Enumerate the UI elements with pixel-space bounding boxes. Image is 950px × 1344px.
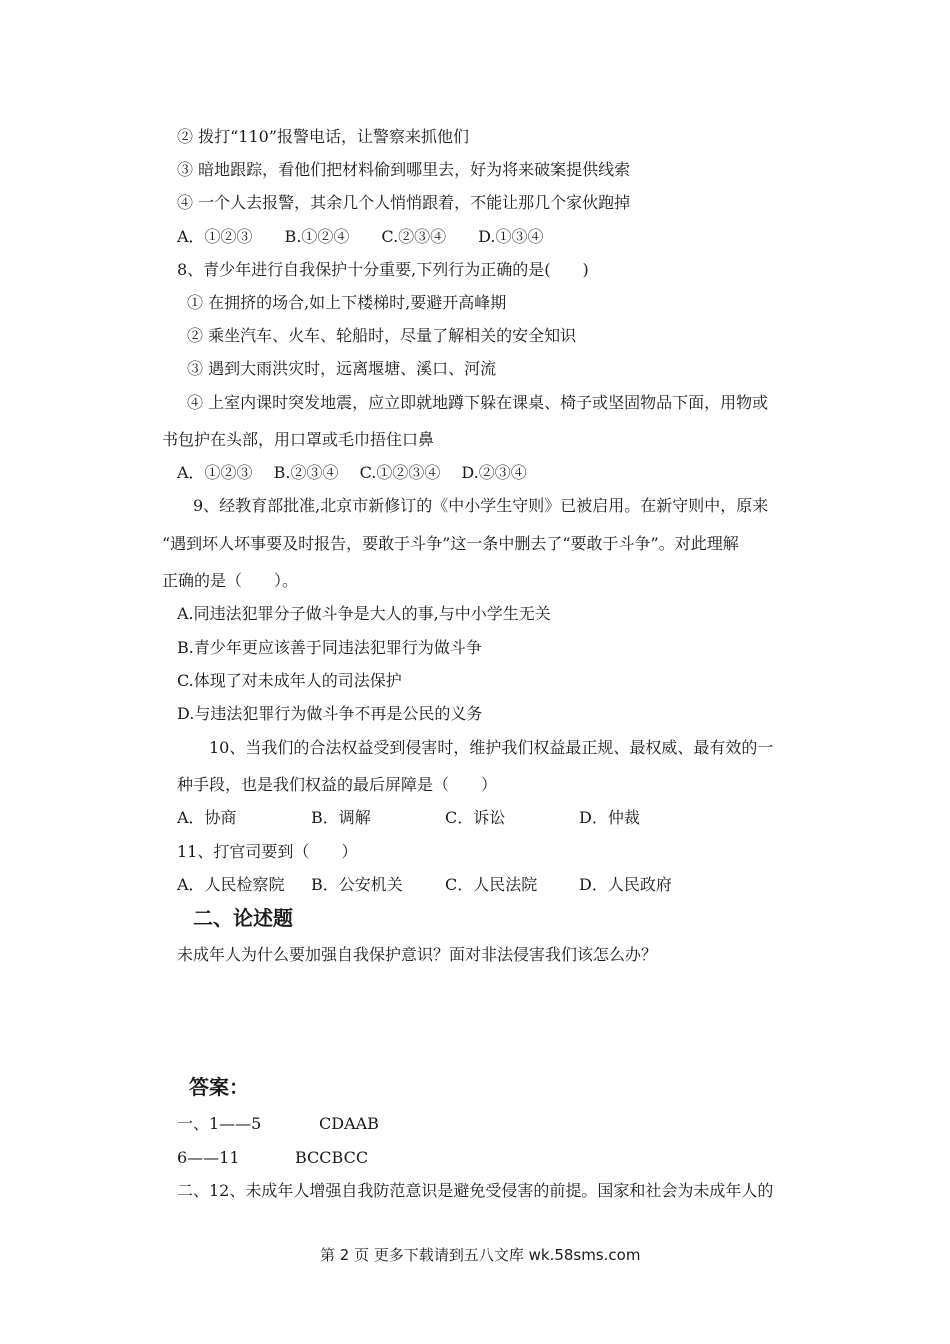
q7-choices: A．①②③ B.①②④ C.②③④ D.①③④ — [177, 227, 544, 246]
q8-option-2: ② 乘坐汽车、火车、轮船时，尽量了解相关的安全知识 — [187, 326, 577, 345]
section-2-heading: 二、论述题 — [193, 906, 293, 930]
q11-option-a: A．人民检察院 — [177, 875, 285, 894]
q10-option-b: B．调解 — [311, 808, 371, 827]
section-2-question: 未成年人为什么要加强自我保护意识？面对非法侵害我们该怎么办？ — [177, 945, 658, 964]
q8-option-1: ① 在拥挤的场合,如上下楼梯时,要避开高峰期 — [187, 293, 507, 312]
q9-option-d: D.与违法犯罪行为做斗争不再是公民的义务 — [177, 704, 483, 723]
q9-option-c: C.体现了对未成年人的司法保护 — [177, 671, 402, 690]
answers-row-2-value: BCCBCC — [295, 1148, 369, 1167]
q9-stem-line-2: “遇到坏人坏事要及时报告，要敢于斗争”这一条中删去了“要敢于斗争”。对此理解 — [162, 534, 739, 553]
q11-option-d: D．人民政府 — [579, 875, 672, 894]
q7-option-2: ② 拨打“110”报警电话，让警察来抓他们 — [177, 127, 469, 146]
answers-row-1-label: 一、1——5 — [177, 1114, 262, 1133]
q9-option-a: A.同违法犯罪分子做斗争是大人的事,与中小学生无关 — [177, 604, 551, 623]
q8-choices: A．①②③ B.②③④ C.①②③④ D.②③④ — [177, 463, 527, 482]
q10-stem-line-1: 10、当我们的合法权益受到侵害时，维护我们权益最正规、最权威、最有效的一 — [209, 738, 774, 757]
answers-row-2-label: 6——11 — [177, 1148, 240, 1167]
q9-stem-line-3: 正确的是（ ）。 — [162, 571, 299, 590]
q9-stem-line-1: 9、经教育部批准,北京市新修订的《中小学生守则》已被启用。在新守则中，原来 — [193, 496, 769, 515]
q8-option-3: ③ 遇到大雨洪灾时，远离堰塘、溪口、河流 — [187, 359, 497, 378]
q10-option-c: C．诉讼 — [445, 808, 506, 827]
q10-option-a: A．协商 — [177, 808, 237, 827]
q7-option-3: ③ 暗地跟踪，看他们把材料偷到哪里去，好为将来破案提供线索 — [177, 160, 631, 179]
answers-heading: 答案： — [189, 1075, 249, 1099]
q7-option-4: ④ 一个人去报警，其余几个人悄悄跟着，不能让那几个家伙跑掉 — [177, 193, 631, 212]
q8-stem: 8、青少年进行自我保护十分重要,下列行为正确的是( ) — [177, 260, 589, 279]
q10-option-d: D．仲裁 — [579, 808, 640, 827]
page-footer: 第 2 页 更多下载请到五八文库 wk.58sms.com — [320, 1246, 641, 1264]
q9-option-b: B.青少年更应该善于同违法犯罪行为做斗争 — [177, 638, 482, 657]
q11-option-c: C．人民法院 — [445, 875, 538, 894]
q11-stem: 11、打官司要到（ ） — [177, 842, 358, 861]
q8-option-4-line-1: ④ 上室内课时突发地震，应立即就地蹲下躲在课桌、椅子或坚固物品下面，用物或 — [187, 393, 769, 412]
answers-row-3: 二、12、未成年人增强自我防范意识是避免受侵害的前提。国家和社会为未成年人的 — [177, 1181, 774, 1200]
answers-row-1-value: CDAAB — [319, 1114, 379, 1133]
q8-option-4-line-2: 书包护在头部，用口罩或毛巾捂住口鼻 — [162, 430, 435, 449]
q10-stem-line-2: 种手段，也是我们权益的最后屏障是（ ） — [177, 775, 498, 794]
q11-option-b: B．公安机关 — [311, 875, 403, 894]
